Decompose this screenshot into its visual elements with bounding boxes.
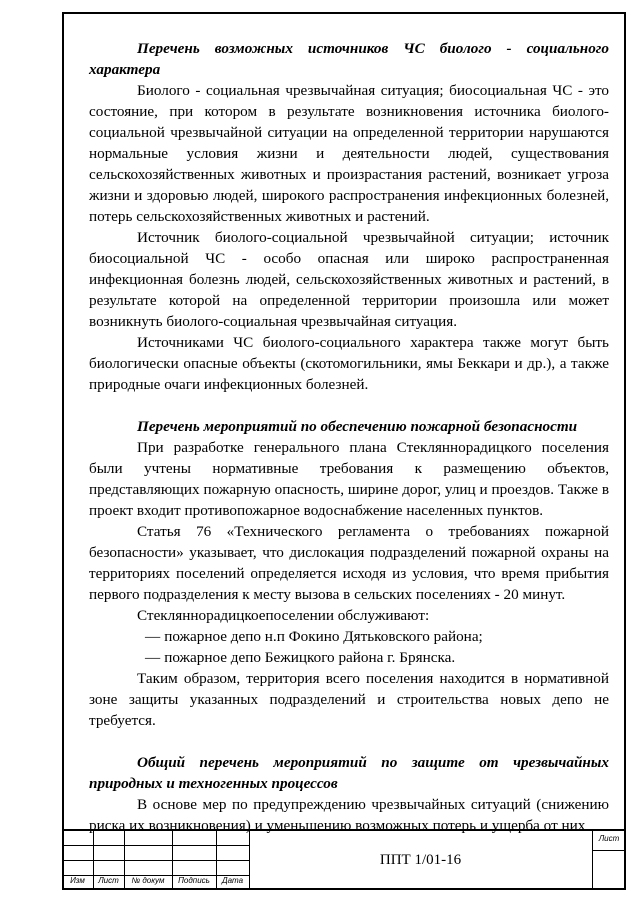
paragraph: Источник биолого-социальной чрезвычайной ситуации; источник биосоциальной ЧС - особо опасная или широко распространенная инфекционная болезнь людей, сельскохозяйственных животных и растений, в результате которой на определенной территории произошла или может возникнуть биолого-социальная чрезвычайная ситуация. [89,229,609,330]
document-body [89,38,609,836]
section-heading-biosocial: Перечень возможных источников ЧС биолого - социального характера [89,40,609,78]
stamp-label-date: Дата [221,876,244,885]
paragraph: Статья 76 «Технического регламента о требованиях пожарной безопасности» указывает, что дислокация подразделений пожарной охраны на территориях поселений определяется исходя из условия, что время прибытия первого подразделения к месту вызова в сельских поселениях - 20 минут. [89,523,609,603]
stamp-label-signature: Подпись [178,876,210,885]
section-heading-fire-safety: Перечень мероприятий по обеспечению пожарной безопасности [137,418,578,435]
list-item-text: пожарное депо Бежицкого района г. Брянска. [164,649,456,666]
section-heading-emergency-measures: Общий перечень мероприятий по защите от чрезвычайных природных и техногенных процессов [89,754,609,792]
list-item [89,647,609,668]
paragraph: Таким образом, территория всего поселения находится в нормативной зоне защиты указанных подразделений и строительства новых депо не требуется. [89,670,609,729]
stamp-label-sheet: Лист [98,876,119,885]
stamp-sheet-label: Лист [598,834,620,843]
dash-bullet: — [145,628,161,645]
list-item-text: пожарное депо н.п Фокино Дятьковского района; [164,628,483,645]
paragraph: Источниками ЧС биолого-социального характера также могут быть биологически опасные объекты (скотомогильники, ямы Беккари и др.), а также природные очаги инфекционных болезней. [89,334,609,393]
paragraph: В основе мер по предупреждению чрезвычайных ситуаций (снижению риска их возникновения) и уменьшению возможных потерь и ущерба от них [89,796,609,834]
stamp-label-doc-number: № докум [131,876,165,885]
document-code: ППТ 1/01-16 [379,852,462,868]
paragraph: Стекляннорадицкоепоселении обслуживают: [137,607,430,624]
stamp-label-change: Изм [70,876,85,885]
stamp-row-line [62,845,249,846]
spacer [89,731,609,752]
list-item [89,626,609,647]
title-block-stamp [62,829,626,890]
dash-bullet: — [145,649,161,666]
stamp-row-line [62,860,249,861]
paragraph: При разработке генерального плана Стекляннорадицкого поселения были учтены нормативные требования к размещению объектов, представляющих пожарную опасность, ширине дорог, улиц и проездов. Также в проект входит противопожарное водоснабжение населенных пунктов. [89,439,609,519]
spacer [89,395,609,416]
paragraph: Биолого - социальная чрезвычайная ситуация; биосоциальная ЧС - это состояние, при котором в результате возникновения источника биолого-социальной чрезвычайной ситуации на определенной территории нарушаются нормальные условия жизни и деятельности людей, существования сельскохозяйственных животных и произрастания растений, возникает угроза жизни и здоровью людей, широкого распространения инфекционных болезней, потерь сельскохозяйственных животных и растений. [89,82,609,225]
stamp-sheet-divider [592,850,626,851]
